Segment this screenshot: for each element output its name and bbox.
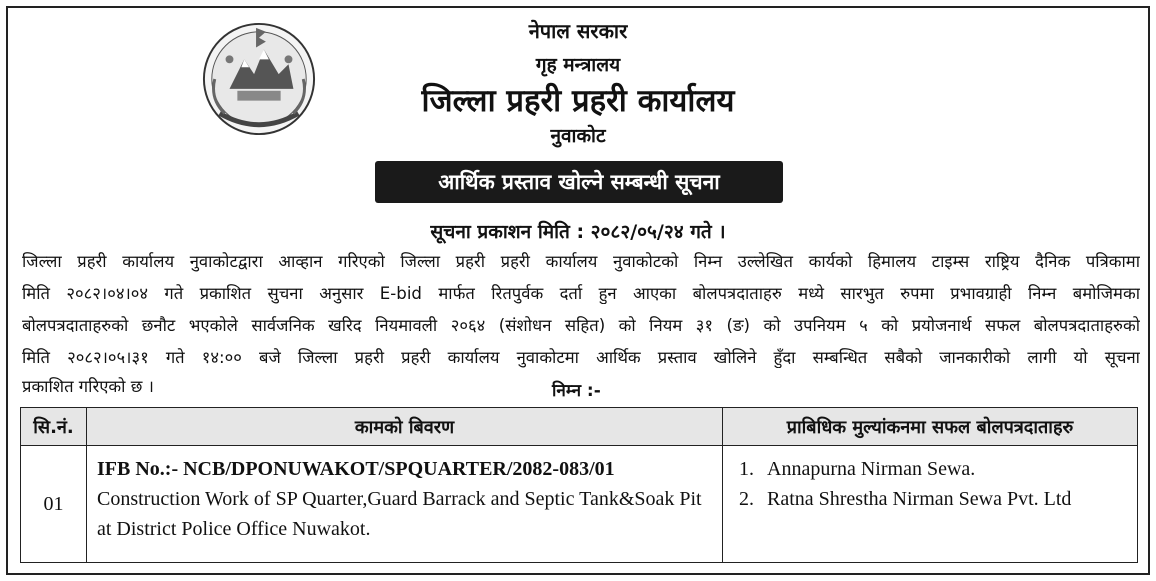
table-header-row bbox=[21, 408, 1138, 446]
work-description: Construction Work of SP Quarter,Guard Barrack and Septic Tank&Soak Pit at District Police Office Nuwakot. bbox=[97, 488, 702, 540]
government-title: नेपाल सरकार bbox=[528, 19, 628, 43]
notice-title-banner: आर्थिक प्रस्ताव खोल्ने सम्बन्धी सूचना bbox=[375, 161, 783, 203]
bidder-name: Ratna Shrestha Nirman Sewa Pvt. Ltd bbox=[767, 488, 1072, 510]
header-successful-bidders: प्राबिधिक मुल्यांकनमा सफल बोलपत्रदाताहरु bbox=[723, 408, 1138, 446]
bidder-name: Annapurna Nirman Sewa. bbox=[767, 458, 976, 480]
notice-body-line: प्रकाशित गरिएको छ । bbox=[22, 377, 154, 396]
notice-body-line: जिल्ला प्रहरी कार्यालय नुवाकोटद्वारा आव्हान गरिएको जिल्ला प्रहरी प्रहरी कार्यालय नुवाकोटको निम्न उल्लेखित कार्यको हिमालय टाइम्स राष्ट्रिय दैनिक पत्रिकामा bbox=[22, 252, 1140, 271]
bidder-item bbox=[739, 454, 1127, 484]
location-title: नुवाकोट bbox=[550, 125, 606, 147]
bidder-item bbox=[739, 484, 1127, 514]
row-description bbox=[87, 446, 723, 563]
table-row bbox=[21, 446, 1138, 563]
following-label: निम्न :- bbox=[552, 381, 601, 401]
office-title: जिल्ला प्रहरी प्रहरी कार्यालय bbox=[421, 83, 735, 119]
ministry-title: गृह मन्त्रालय bbox=[535, 54, 621, 76]
notice-body-line: मिति २०८२।०४।०४ गते प्रकाशित सुचना अनुसार E-bid मार्फत रितपुर्वक दर्ता हुन आएका बोलपत्रदाताहरु मध्ये सारभुत रुपमा प्रभावग्राही निम्न बमोजिमका bbox=[22, 284, 1140, 303]
header-description: कामको बिवरण bbox=[87, 408, 723, 446]
notice-body-line: मिति २०८२।०५।३१ गते १४:०० बजे जिल्ला प्रहरी प्रहरी कार्यालय नुवाकोटमा आर्थिक प्रस्ताव खोलिने हुँदा सम्बन्धित सबैको जानकारीको लागी यो सूचना bbox=[22, 348, 1140, 367]
bidder-number: 2. bbox=[739, 488, 754, 510]
bidders-table bbox=[20, 407, 1138, 563]
notice-body-line: बोलपत्रदाताहरुको छनौट भएकोले सार्वजनिक खरिद नियमावली २०६४ (संशोधन सहित) को नियम ३१ (ङ) को उपनियम ५ को प्रयोजनार्थ सफल बोलपत्रदाताहरुको bbox=[22, 316, 1140, 335]
row-sn: 01 bbox=[21, 446, 87, 563]
ifb-number: IFB No.:- NCB/DPONUWAKOT/SPQUARTER/2082-083/01 bbox=[97, 458, 615, 480]
bidder-number: 1. bbox=[739, 458, 754, 480]
row-bidders bbox=[723, 446, 1138, 563]
publication-date: सूचना प्रकाशन मिति : २०८२/०५/२४ गते । bbox=[430, 221, 726, 243]
header-sn: सि.नं. bbox=[21, 408, 87, 446]
